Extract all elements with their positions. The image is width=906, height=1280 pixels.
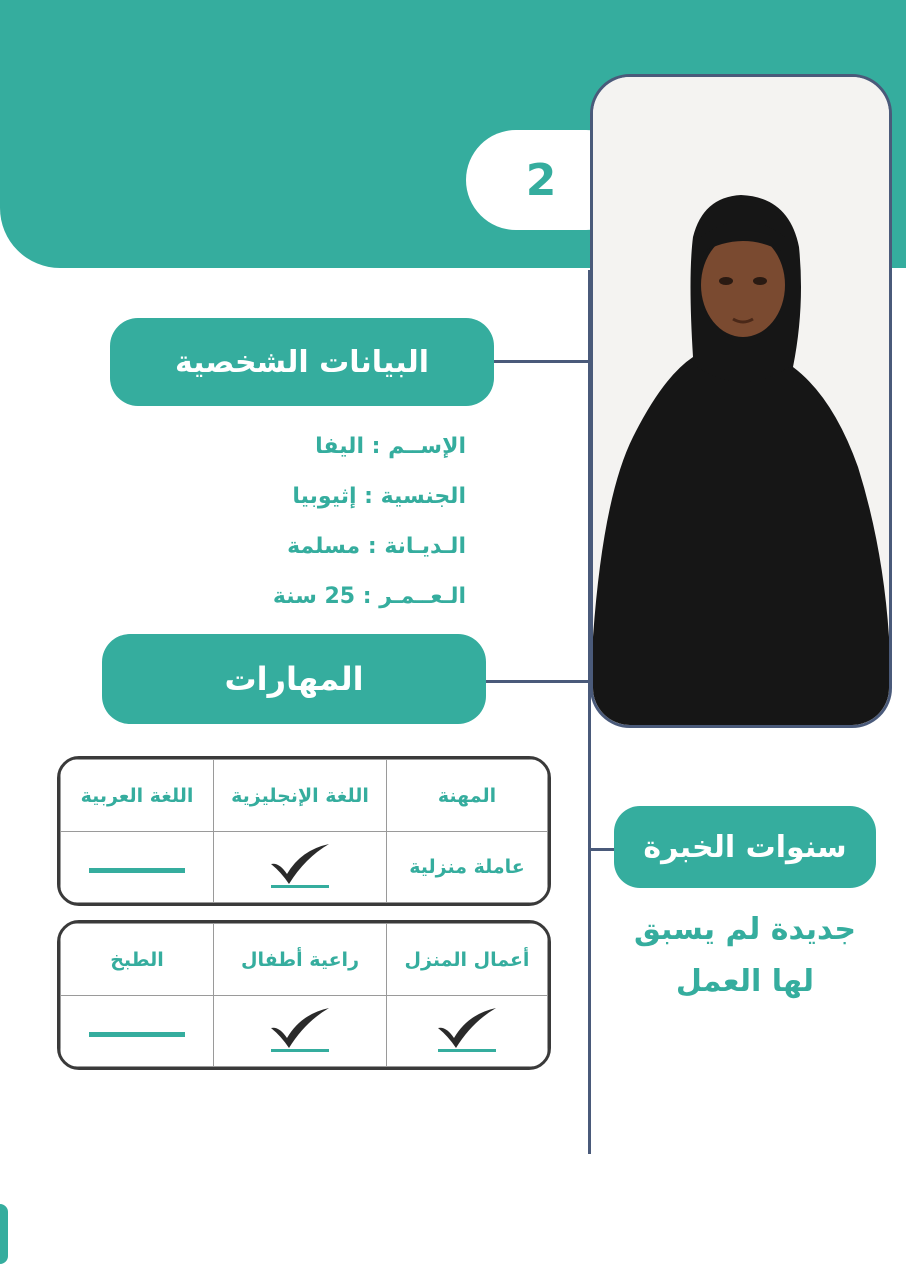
table1-profession-value: عاملة منزلية [387,832,548,903]
info-row-age: الـعــمـر : 25 سنة [272,584,466,609]
info-row-name: الإســم : اليفا [315,434,466,459]
table2-header-cooking: الطبخ [61,924,214,996]
experience-description [600,904,890,1008]
personal-info-title-text: البيانات الشخصية [174,344,430,380]
personal-info-title [110,318,494,406]
info-label-name: الإســم [388,434,466,459]
table2-childcare-cell [214,996,387,1067]
corner-accent [0,1204,8,1264]
table2-header-childcare: راعية أطفال [214,924,387,996]
table2-header-housework: أعمال المنزل [387,924,548,996]
candidate-photo [590,74,892,728]
info-value-age: 25 سنة [272,584,356,609]
table1-header-english: اللغة الإنجليزية [214,760,387,832]
checkmark-icon [265,840,335,890]
skills-table-2 [57,920,551,1070]
table1-english-cell [214,832,387,903]
skills-title-text: المهارات [224,660,364,698]
experience-title [614,806,876,888]
table2-housework-cell [387,996,548,1067]
info-value-nationality: إثيوبيا [292,484,357,509]
table1-header-profession: المهنة [387,760,548,832]
candidate-number: 2 [525,154,557,206]
table2-cooking-cell [61,996,214,1067]
checkmark-icon [432,1004,502,1054]
table1-header-arabic: اللغة العربية [61,760,214,832]
info-label-nationality: الجنسية [380,484,466,509]
info-label-age: الـعــمـر [379,584,466,609]
candidate-portrait-illustration [593,77,889,725]
connector-experience-line [590,848,614,851]
experience-line-2: لها العمل [675,964,815,999]
dash-icon [89,868,185,873]
skills-table-1 [57,756,551,906]
checkmark-icon [265,1004,335,1054]
skills-title [102,634,486,724]
table1-arabic-cell [61,832,214,903]
connector-skills-line [486,680,590,683]
connector-personal-line [494,360,590,363]
info-row-religion: الـديـانة : مسلمة [287,534,466,559]
info-value-name: اليفا [315,434,364,459]
info-row-nationality: الجنسية : إثيوبيا [292,484,466,509]
experience-line-1: جديدة لم يسبق [633,912,856,947]
dash-icon [89,1032,185,1037]
experience-title-text: سنوات الخبرة [643,829,847,865]
info-value-religion: مسلمة [287,534,361,559]
info-label-religion: الـديـانة [384,534,466,559]
